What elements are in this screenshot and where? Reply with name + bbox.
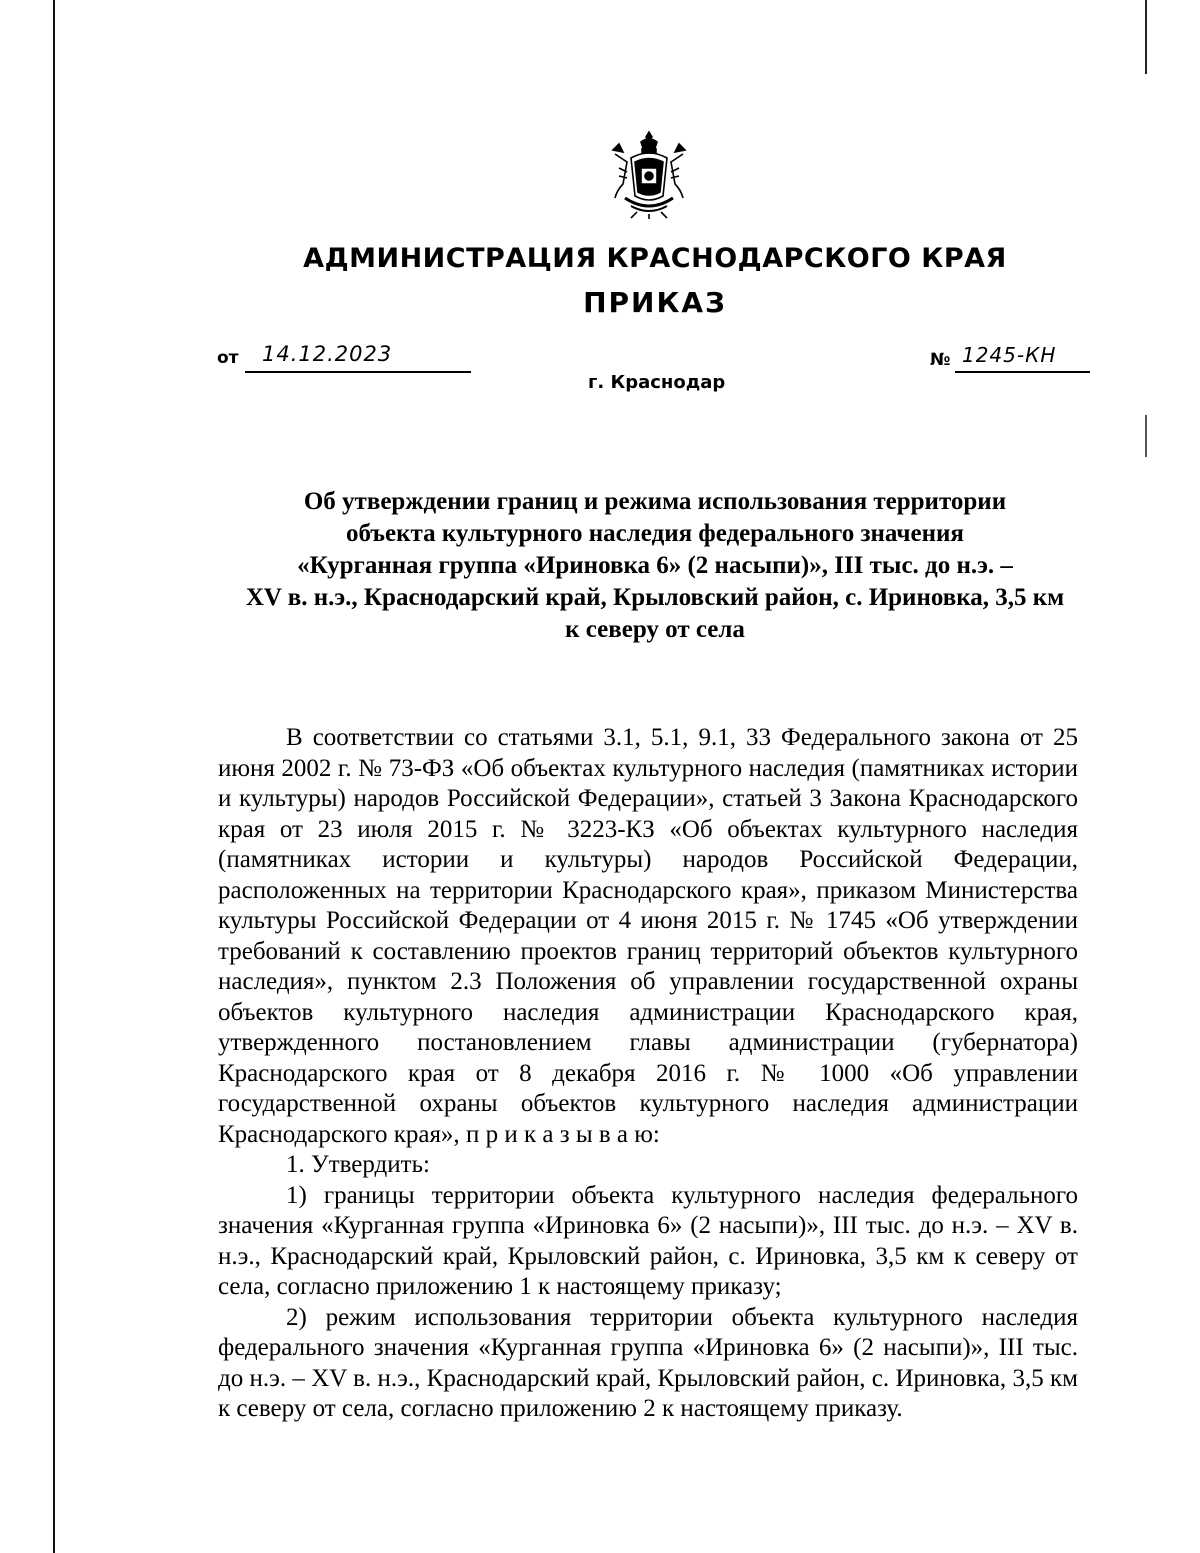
date-prefix: от (217, 348, 239, 368)
item-1-2: 2) режим использования территории объекта культурного наследия федерального значения «Курганная группа «Ириновка 6» (2 насыпи)», III тыс. до н.э. – XV в. н.э., Краснодарский край, Крыловский район, с. Ириновка, 3,5 км к северу от села, согласно приложению 2 к настоящему приказу. (218, 1303, 1078, 1422)
item-1: 1. Утвердить: (286, 1151, 430, 1178)
order-body (218, 723, 1078, 1425)
krasnodar-coat-of-arms-icon (609, 128, 689, 220)
order-number: 1245-КН (962, 343, 1057, 367)
order-word: п р и к а з ы в а ю: (465, 1120, 660, 1148)
preamble-text: В соответствии со статьями 3.1, 5.1, 9.1, 33 Федерального закона от 25 июня 2002 г. № 73-ФЗ «Об объектах культурного наследия (памятниках истории и культуры) народов Российской Федерации», статьей 3 Закона Краснодарского края от 23 июля 2015 г. № 3223-КЗ «Об объектах культурного наследия (памятниках истории и культуры) народов Российской Федерации, расположенных на территории Краснодарского края», приказом Министерства культуры Российской Федерации от 4 июня 2015 г. № 1745 «Об утверждении требований к составлению проектов границ территорий объектов культурного наследия», пунктом 2.3 Положения об управлении государственной охраны объектов культурного наследия администрации Краснодарского края, утвержденного постановлением главы администрации (губернатора) Краснодарского края от 8 декабря 2016 г. № 1000 «Об управлении государственной охраны объектов культурного наследия администрации Краснодарского края», (218, 724, 1078, 1148)
agency-name: АДМИНИСТРАЦИЯ КРАСНОДАРСКОГО КРАЯ (303, 243, 1007, 274)
title-line: XV в. н.э., Краснодарский край, Крыловский район, с. Ириновка, 3,5 км (245, 584, 1065, 611)
scan-edge-left (53, 0, 55, 1553)
title-line: Об утверждении границ и режима использования территории (303, 488, 1007, 515)
number-underline (955, 371, 1090, 373)
date-underline (245, 371, 471, 373)
title-line: к северу от села (565, 616, 745, 643)
document-type: ПРИКАЗ (583, 286, 727, 319)
order-title (140, 486, 1170, 646)
item-1-1: 1) границы территории объекта культурного наследия федерального значения «Курганная группа «Ириновка 6» (2 насыпи)», III тыс. до н.э. – XV в. н.э., Краснодарский край, Крыловский район, с. Ириновка, 3,5 км к северу от села, согласно приложению 1 к настоящему приказу; (218, 1181, 1078, 1300)
number-prefix: № (930, 350, 951, 370)
scan-edge-right-mark (1145, 415, 1147, 457)
scan-edge-right (1145, 0, 1147, 74)
city-name: г. Краснодар (588, 372, 726, 393)
order-date: 14.12.2023 (262, 342, 393, 366)
title-line: объекта культурного наследия федерального значения (346, 520, 964, 547)
preamble-paragraph (218, 723, 1078, 1150)
title-line: «Курганная группа «Ириновка 6» (2 насыпи)», III тыс. до н.э. – (297, 552, 1013, 579)
